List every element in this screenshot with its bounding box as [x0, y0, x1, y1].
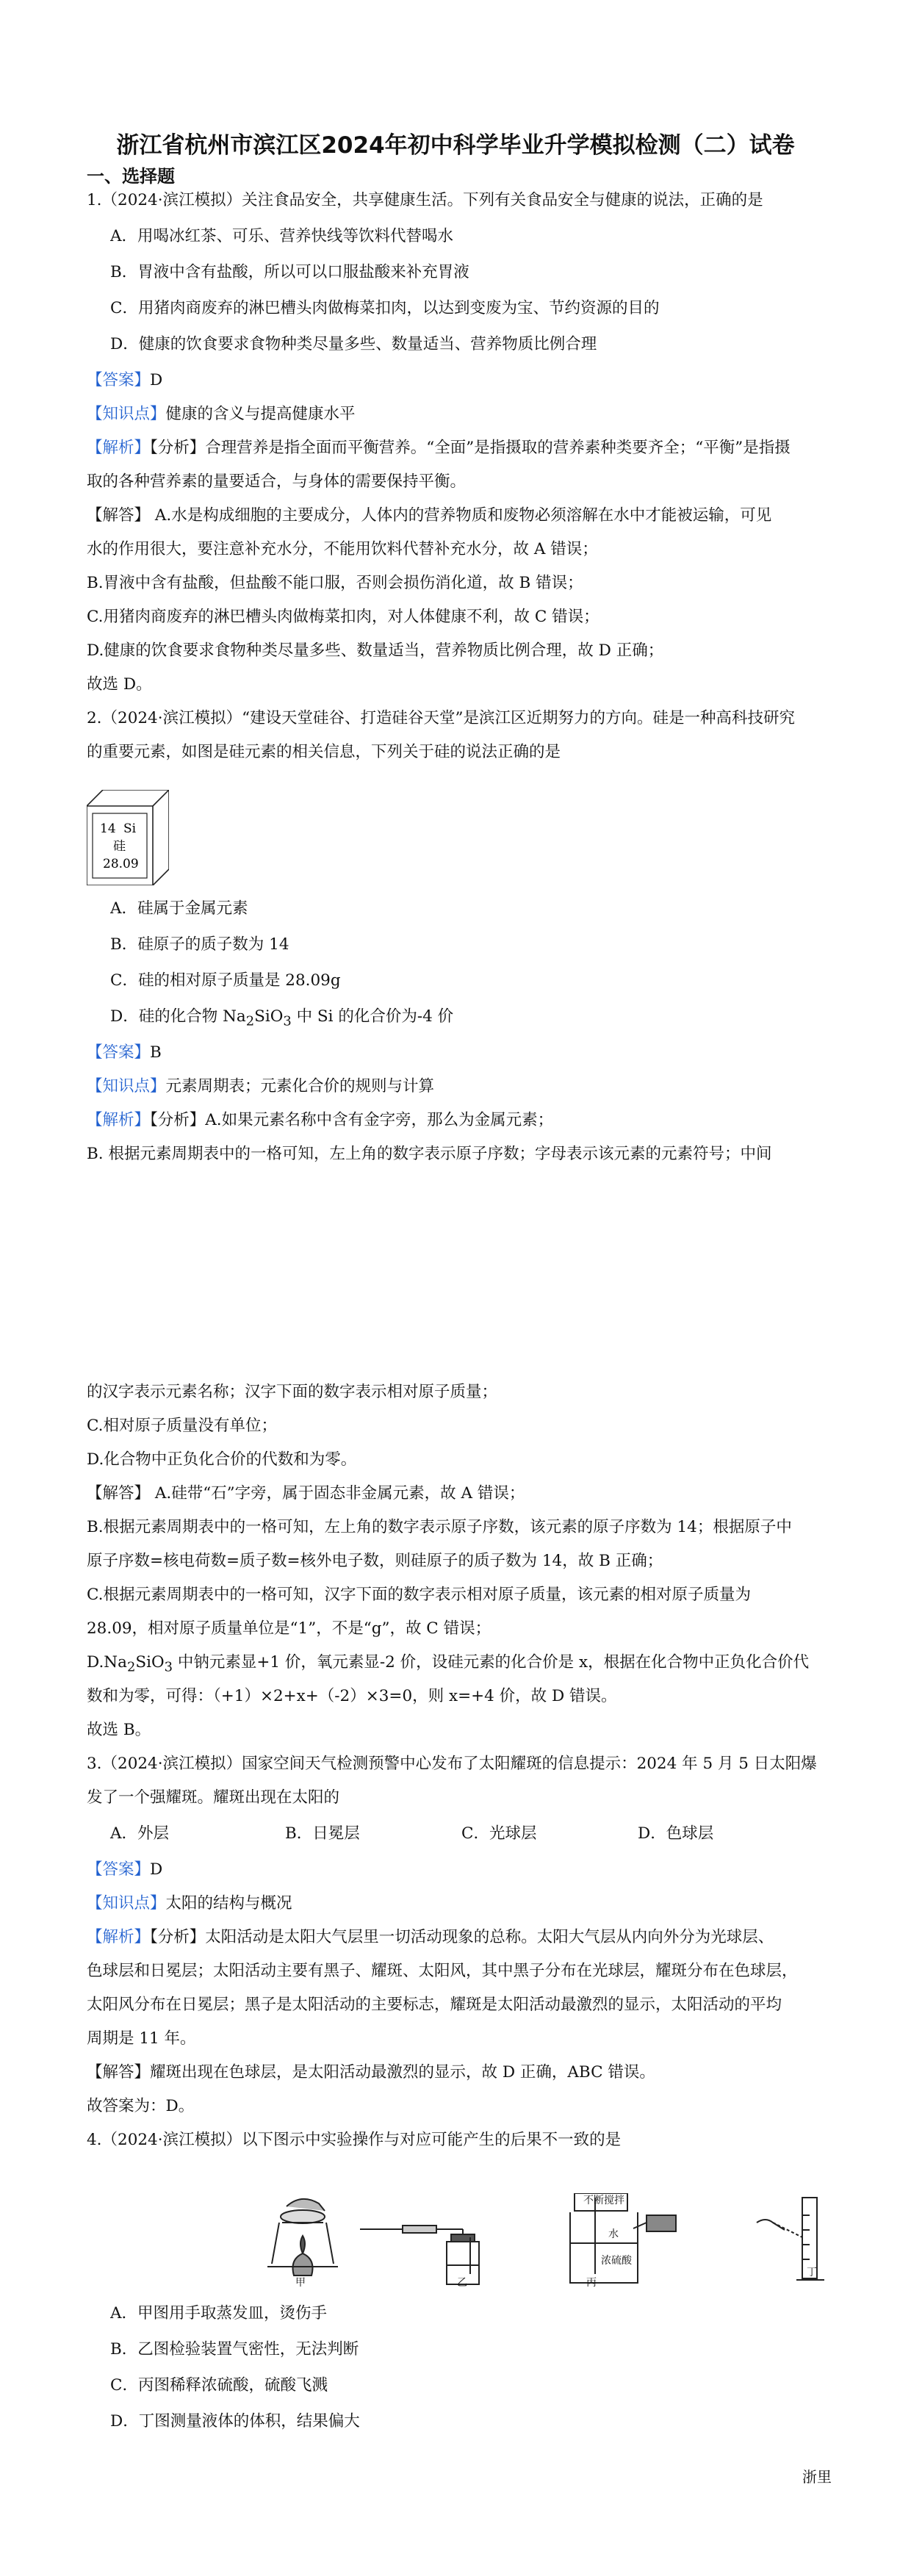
q2-option-d	[110, 1006, 852, 1032]
q4-option-d: D．丁图测量液体的体积，结果偏大	[110, 2412, 360, 2431]
formula-subscript: 2	[126, 1659, 136, 1675]
q2-option-a: A．硅属于金属元素	[110, 899, 248, 918]
q2-analysis-4: C.相对原子质量没有单位；	[87, 1417, 278, 1435]
lab-operations-figure	[250, 2193, 911, 2289]
figure-bing-dilution	[570, 2193, 676, 2283]
q2-solution-8: 故选 B。	[87, 1721, 151, 1739]
figure-yi-airtightness	[360, 2226, 479, 2284]
figure-jia-evaporating-dish	[267, 2199, 338, 2275]
figure-label-acid: 浓硫酸	[601, 2255, 632, 2267]
q3-option-b: B．日冕层	[285, 1824, 360, 1843]
q2-knowledge-point	[87, 1076, 829, 1098]
figure-label-yi: 乙	[457, 2277, 467, 2289]
q4-option-c: C．丙图稀释浓硫酸，硫酸飞溅	[110, 2376, 328, 2395]
answer-value: D	[150, 1860, 163, 1879]
q2-analysis-3: 的汉字表示元素名称；汉字下面的数字表示相对原子质量；	[87, 1383, 498, 1401]
q1-analysis-2: 取的各种营养素的量要适合，与身体的需要保持平衡。	[87, 472, 467, 491]
knowledge-value: 健康的含义与提高健康水平	[165, 405, 356, 423]
figure-label-bing: 丙	[586, 2277, 597, 2289]
q2-option-c: C．硅的相对原子质量是 28.09g	[110, 971, 341, 990]
figure-label-stir: 不断搅拌	[583, 2195, 624, 2206]
figure-label-jia: 甲	[295, 2277, 306, 2289]
formula-part: SiO	[254, 1007, 284, 1026]
q2-answer	[87, 1042, 829, 1064]
q1-answer	[87, 370, 829, 392]
formula-part: D.Na	[87, 1653, 127, 1672]
q1-solution-2: 水的作用很大，要注意补充水分，不能用饮料代替补充水分，故 A 错误；	[87, 540, 598, 558]
element-atomic-mass: 28.09	[103, 857, 139, 871]
q1-solution-1: 【解答】 A.水是构成细胞的主要成分，人体内的营养物质和废物必须溶解在水中才能被运输，可见	[87, 506, 772, 525]
q3-analysis-3: 太阳风分布在日冕层；黑子是太阳活动的主要标志，耀斑是太阳活动最激烈的显示，太阳活动的平均	[87, 1996, 782, 2014]
q1-analysis-1	[87, 437, 829, 459]
analysis-text: 【分析】合理营养是指全面而平衡营养。“全面”是指摄取的营养素种类要齐全；“平衡”是指摄	[150, 439, 791, 457]
q2-solution-6	[87, 1652, 829, 1678]
section-heading: 一、选择题	[87, 166, 175, 187]
q3-solution-2: 故答案为：D。	[87, 2097, 195, 2115]
formula-part: 中 Si 的化合价为-4 价	[291, 1007, 454, 1026]
q2-option-b: B．硅原子的质子数为 14	[110, 935, 289, 954]
analysis-text: 【分析】太阳活动是太阳大气层里一切活动现象的总称。太阳大气层从内向外分为光球层、	[150, 1928, 774, 1946]
q1-solution-6: 故选 D。	[87, 675, 152, 694]
q3-option-a: A．外层	[110, 1824, 170, 1843]
q3-stem-2: 发了一个强耀斑。耀斑出现在太阳的	[87, 1788, 340, 1807]
q4-option-a: A．甲图用手取蒸发皿，烫伤手	[110, 2304, 328, 2323]
q1-option-b: B．胃液中含有盐酸，所以可以口服盐酸来补充胃液	[110, 263, 469, 281]
q2-analysis-1	[87, 1109, 829, 1132]
q1-solution-4: C.用猪肉商废弃的淋巴槽头肉做梅菜扣肉，对人体健康不利，故 C 错误；	[87, 608, 599, 626]
q2-solution-1: 【解答】 A.硅带“石”字旁，属于固态非金属元素，故 A 错误；	[87, 1484, 525, 1503]
silicon-element-card	[87, 790, 169, 885]
formula-part: SiO	[135, 1653, 165, 1672]
answer-tag: 【答案】	[87, 1860, 151, 1879]
q2-stem-2: 的重要元素，如图是硅元素的相关信息，下列关于硅的说法正确的是	[87, 743, 561, 761]
formula-part: 中钠元素显+1 价，氧元素显-2 价，设硅元素的化合价是 x，根据在化合物中正负化合价代	[172, 1653, 810, 1672]
analysis-tag: 【解析】	[87, 439, 151, 457]
exam-title: 浙江省杭州市滨江区2024年初中科学毕业升学模拟检测（二）试卷	[116, 132, 795, 159]
q2-stem-1: 2.（2024·滨江模拟）“建设天堂硅谷、打造硅谷天堂”是滨江区近期努力的方向。硅是一种高科技研究	[87, 709, 796, 727]
figure-label-water: 水	[608, 2228, 619, 2240]
knowledge-tag: 【知识点】	[87, 1077, 166, 1095]
q3-option-c: C．光球层	[461, 1824, 537, 1843]
q3-analysis-2: 色球层和日冕层；太阳活动主要有黑子、耀斑、太阳风，其中黑子分布在光球层，耀斑分布在色球层，	[87, 1962, 798, 1980]
q2-solution-3: 原子序数=核电荷数=质子数=核外电子数，则硅原子的质子数为 14，故 B 正确；	[87, 1552, 663, 1570]
knowledge-tag: 【知识点】	[87, 1894, 166, 1913]
q1-solution-3: B.胃液中含有盐酸，但盐酸不能口服，否则会损伤消化道，故 B 错误；	[87, 574, 583, 592]
answer-tag: 【答案】	[87, 1043, 151, 1062]
q1-solution-5: D.健康的饮食要求食物种类尽量多些、数量适当，营养物质比例合理，故 D 正确；	[87, 641, 664, 660]
analysis-text: 【分析】A.如果元素名称中含有金字旁，那么为金属元素；	[150, 1111, 554, 1129]
q1-option-d: D．健康的饮食要求食物种类尽量多些、数量适当、营养物质比例合理	[110, 335, 597, 353]
q4-option-b: B．乙图检验装置气密性，无法判断	[110, 2340, 359, 2359]
formula-part: D．硅的化合物 Na	[110, 1007, 246, 1026]
q2-analysis-5: D.化合物中正负化合价的代数和为零。	[87, 1450, 357, 1469]
q4-stem: 4.（2024·滨江模拟）以下图示中实验操作与对应可能产生的后果不一致的是	[87, 2131, 622, 2149]
q1-knowledge-point	[87, 403, 829, 425]
knowledge-value: 元素周期表；元素化合价的规则与计算	[165, 1077, 435, 1095]
q2-solution-2: B.根据元素周期表中的一格可知，左上角的数字表示原子序数，该元素的原子序数为 14；根据原子中	[87, 1518, 792, 1536]
knowledge-value: 太阳的结构与概况	[165, 1894, 292, 1913]
q1-option-a: A．用喝冰红茶、可乐、营养快线等饮料代替喝水	[110, 227, 454, 245]
q3-knowledge-point	[87, 1893, 829, 1915]
analysis-tag: 【解析】	[87, 1928, 151, 1946]
element-atomic-number: 14	[100, 821, 116, 836]
answer-tag: 【答案】	[87, 371, 151, 389]
formula-subscript: 3	[164, 1659, 173, 1675]
answer-value: D	[150, 371, 163, 389]
element-symbol: Si	[123, 821, 137, 836]
q3-solution-1: 【解答】耀斑出现在色球层，是太阳活动最激烈的显示，故 D 正确，ABC 错误。	[87, 2063, 655, 2082]
formula-subscript: 2	[245, 1013, 255, 1029]
q1-option-c: C．用猪肉商废弃的淋巴槽头肉做梅菜扣肉，以达到变废为宝、节约资源的目的	[110, 299, 660, 317]
q1-stem: 1.（2024·滨江模拟）关注食品安全，共享健康生活。下列有关食品安全与健康的说法，正确的是	[87, 191, 763, 209]
element-name: 硅	[113, 839, 126, 854]
q3-analysis-1	[87, 1926, 829, 1949]
q3-stem-1: 3.（2024·滨江模拟）国家空间天气检测预警中心发布了太阳耀斑的信息提示：2024 年 5 月 5 日太阳爆	[87, 1755, 817, 1773]
q2-analysis-2: B. 根据元素周期表中的一格可知，左上角的数字表示原子序数；字母表示该元素的元素符号；中间	[87, 1145, 772, 1163]
formula-subscript: 3	[283, 1013, 292, 1029]
knowledge-tag: 【知识点】	[87, 405, 166, 423]
q3-answer	[87, 1859, 829, 1881]
q2-solution-5: 28.09，相对原子质量单位是“1”，不是“g”，故 C 错误；	[87, 1619, 491, 1638]
answer-value: B	[150, 1043, 162, 1062]
q2-solution-7: 数和为零，可得：（+1）×2+x+（-2）×3=0，则 x=+4 价，故 D 错误。	[87, 1687, 617, 1705]
analysis-tag: 【解析】	[87, 1111, 151, 1129]
q3-option-d: D．色球层	[638, 1824, 714, 1843]
figure-label-ding: 丁	[807, 2267, 817, 2278]
q2-solution-4: C.根据元素周期表中的一格可知，汉字下面的数字表示相对原子质量，该元素的相对原子质量为	[87, 1586, 752, 1604]
q3-analysis-4: 周期是 11 年。	[87, 2029, 196, 2048]
page-footer: 浙里	[802, 2468, 832, 2486]
